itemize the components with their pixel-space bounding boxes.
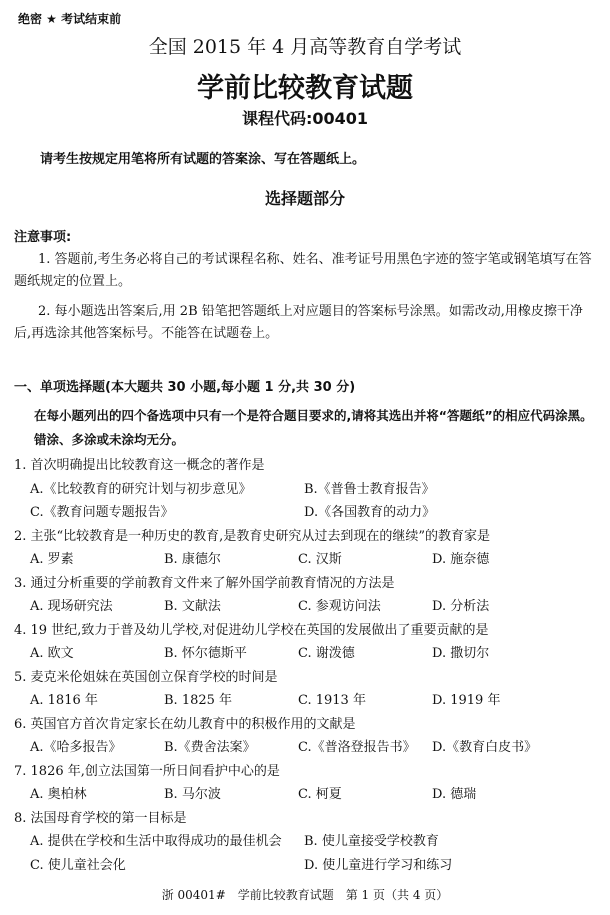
secret-label: 绝密 ★ 考试结束前 bbox=[18, 12, 122, 26]
question-item bbox=[14, 667, 600, 714]
page-footer: 浙 00401# 学前比较教育试题 第 1 页（共 4 页） bbox=[161, 888, 449, 902]
option-d: D. 德瑞 bbox=[432, 787, 477, 802]
option-c: C. 柯夏 bbox=[298, 787, 342, 802]
option-a: A.《比较教育的研究计划与初步意见》 bbox=[30, 481, 252, 497]
option-d: D. 使儿童进行学习和练习 bbox=[304, 857, 453, 873]
option-a: A. 1816 年 bbox=[30, 693, 98, 708]
option-a: A. 奥柏林 bbox=[30, 787, 87, 802]
options-row bbox=[14, 831, 600, 855]
note-item: 2. 每小题选出答案后,用 2B 铅笔把答题纸上对应题目的答案标号涂黑。如需改动,用橡皮擦干净后,再选涂其他答案标号。不能答在试题卷上。 bbox=[14, 304, 583, 341]
option-d: D.《各国教育的动力》 bbox=[304, 505, 436, 520]
option-a: A. 现场研究法 bbox=[30, 599, 113, 614]
options-row bbox=[14, 596, 600, 620]
option-b: B. 1825 年 bbox=[164, 693, 233, 708]
option-c: C.《教育问题专题报告》 bbox=[30, 505, 174, 520]
option-d: D. 撒切尔 bbox=[432, 646, 490, 661]
section-intro: 在每小题列出的四个备选项中只有一个是符合题目要求的,请将其选出并将“答题纸”的相应代码涂黑。错涂、多涂或未涂均无分。 bbox=[34, 408, 593, 447]
option-d: D.《教育白皮书》 bbox=[432, 740, 538, 755]
option-a: A.《哈多报告》 bbox=[30, 740, 122, 755]
question-stem: 1. 首次明确提出比较教育这一概念的著作是 bbox=[14, 458, 265, 473]
option-c: C. 汉斯 bbox=[298, 552, 342, 567]
option-c: C. 参观访问法 bbox=[298, 599, 381, 614]
option-b: B. 怀尔德斯平 bbox=[164, 646, 247, 661]
note-item: 1. 答题前,考生务必将自己的考试课程名称、姓名、准考证号用黑色字迹的签字笔或钢笔填写在答题纸规定的位置上。 bbox=[14, 252, 592, 289]
section-title: 一、单项选择题(本大题共 30 小题,每小题 1 分,共 30 分) bbox=[14, 380, 356, 395]
question-stem: 5. 麦克米伦姐妹在英国创立保育学校的时间是 bbox=[14, 669, 278, 685]
option-b: B. 使儿童接受学校教育 bbox=[304, 834, 439, 849]
option-b: B. 马尔波 bbox=[164, 787, 221, 802]
option-b: B.《费舍法案》 bbox=[164, 740, 256, 755]
exam-title: 全国 2015 年 4 月高等教育自学考试 bbox=[148, 36, 462, 58]
option-d: D. 分析法 bbox=[432, 599, 490, 614]
question-item bbox=[14, 620, 600, 667]
options-row bbox=[14, 737, 600, 761]
options-row bbox=[14, 643, 600, 667]
question-list bbox=[14, 455, 600, 878]
subject-title: 学前比较教育试题 bbox=[197, 73, 413, 104]
course-code: 课程代码:00401 bbox=[241, 109, 369, 128]
question-item bbox=[14, 761, 600, 808]
question-item bbox=[14, 455, 600, 526]
option-c: C. 使儿童社会化 bbox=[30, 857, 126, 873]
options-row bbox=[14, 502, 600, 526]
options-row bbox=[14, 690, 600, 714]
question-item bbox=[14, 526, 600, 573]
options-row bbox=[14, 855, 600, 879]
question-item bbox=[14, 714, 600, 761]
question-stem: 8. 法国母育学校的第一目标是 bbox=[14, 810, 187, 826]
option-d: D. 施奈德 bbox=[432, 552, 490, 567]
notes-heading: 注意事项: bbox=[14, 230, 72, 245]
option-c: C. 谢泼德 bbox=[298, 646, 355, 661]
option-a: A. 提供在学校和生活中取得成功的最佳机会 bbox=[30, 834, 282, 849]
part-title: 选择题部分 bbox=[264, 189, 345, 208]
question-stem: 3. 通过分析重要的学前教育文件来了解外国学前教育情况的方法是 bbox=[14, 575, 395, 591]
options-row bbox=[14, 479, 600, 503]
option-b: B.《普鲁士教育报告》 bbox=[304, 481, 435, 497]
question-stem: 2. 主张“比较教育是一种历史的教育,是教育史研究从过去到现在的继续”的教育家是 bbox=[14, 528, 490, 544]
answer-instruction: 请考生按规定用笔将所有试题的答案涂、写在答题纸上。 bbox=[40, 152, 366, 167]
option-b: B. 文献法 bbox=[164, 599, 221, 614]
options-row bbox=[14, 549, 600, 573]
option-c: C.《普洛登报告书》 bbox=[298, 740, 416, 755]
option-c: C. 1913 年 bbox=[298, 693, 366, 708]
option-b: B. 康德尔 bbox=[164, 552, 221, 567]
question-stem: 6. 英国官方首次肯定家长在幼儿教育中的积极作用的文献是 bbox=[14, 716, 356, 732]
option-d: D. 1919 年 bbox=[432, 693, 501, 708]
options-row bbox=[14, 784, 600, 808]
question-item bbox=[14, 808, 600, 879]
option-a: A. 欧文 bbox=[30, 646, 74, 661]
option-a: A. 罗素 bbox=[30, 552, 74, 567]
question-stem: 7. 1826 年,创立法国第一所日间看护中心的是 bbox=[14, 763, 280, 779]
question-stem: 4. 19 世纪,致力于普及幼儿学校,对促进幼儿学校在英国的发展做出了重要贡献的是 bbox=[14, 622, 489, 638]
question-item bbox=[14, 573, 600, 620]
